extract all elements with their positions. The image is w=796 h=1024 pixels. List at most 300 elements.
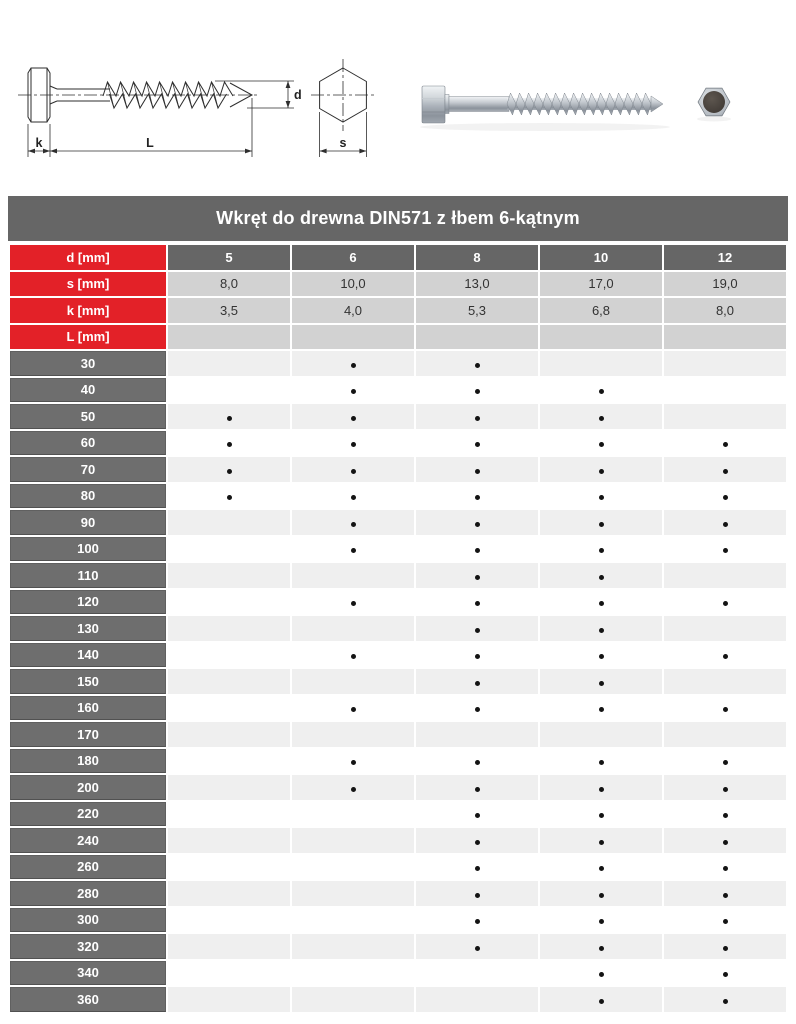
availability-cell [416, 722, 538, 747]
availability-cell [540, 669, 662, 694]
length-row-label: 360 [10, 987, 166, 1012]
availability-dot [599, 575, 604, 580]
availability-cell [664, 855, 786, 880]
length-row [10, 643, 786, 668]
availability-cell [292, 351, 414, 376]
availability-cell [416, 855, 538, 880]
availability-dot [599, 760, 604, 765]
availability-cell [540, 934, 662, 959]
availability-dot [351, 495, 356, 500]
availability-cell [664, 457, 786, 482]
param-value-cell [416, 325, 538, 350]
availability-dot [351, 787, 356, 792]
length-row-label: 150 [10, 669, 166, 694]
availability-cell [540, 378, 662, 403]
length-row [10, 775, 786, 800]
size-availability-table [8, 243, 788, 1014]
dim-label-d: d [294, 88, 302, 102]
length-row [10, 404, 786, 429]
availability-cell [168, 696, 290, 721]
availability-dot [227, 416, 232, 421]
length-row-label: 110 [10, 563, 166, 588]
availability-cell [664, 934, 786, 959]
availability-dot [723, 787, 728, 792]
availability-dot [227, 469, 232, 474]
availability-cell [416, 961, 538, 986]
availability-cell [292, 722, 414, 747]
availability-dot [599, 601, 604, 606]
availability-dot [723, 601, 728, 606]
availability-cell [540, 828, 662, 853]
length-row [10, 828, 786, 853]
length-row-label: 120 [10, 590, 166, 615]
length-row [10, 457, 786, 482]
availability-cell [168, 404, 290, 429]
availability-cell [540, 987, 662, 1012]
availability-cell [416, 484, 538, 509]
availability-dot [227, 495, 232, 500]
availability-cell [292, 961, 414, 986]
availability-dot [723, 866, 728, 871]
availability-cell [292, 908, 414, 933]
availability-cell [168, 378, 290, 403]
photo-shank [449, 97, 509, 112]
availability-cell [664, 722, 786, 747]
diameter-header-cell: 5 [168, 245, 290, 270]
availability-dot [475, 840, 480, 845]
availability-dot [475, 363, 480, 368]
availability-dot [723, 760, 728, 765]
param-value-cell [540, 325, 662, 350]
availability-dot [351, 654, 356, 659]
availability-dot [599, 522, 604, 527]
availability-dot [599, 893, 604, 898]
availability-dot [475, 548, 480, 553]
availability-cell [664, 749, 786, 774]
length-row [10, 484, 786, 509]
length-row [10, 722, 786, 747]
length-row-label: 170 [10, 722, 166, 747]
availability-cell [540, 616, 662, 641]
availability-cell [292, 563, 414, 588]
availability-cell [168, 908, 290, 933]
spec-table-section [8, 196, 788, 1014]
availability-dot [599, 548, 604, 553]
availability-cell [664, 590, 786, 615]
length-row [10, 908, 786, 933]
param-value-cell [168, 325, 290, 350]
param-value-cell: 5,3 [416, 298, 538, 323]
availability-cell [416, 643, 538, 668]
availability-cell [540, 722, 662, 747]
length-row-label: 130 [10, 616, 166, 641]
dim-label-L: L [146, 136, 154, 150]
length-row-label: 60 [10, 431, 166, 456]
photo-hex-center [703, 91, 725, 113]
availability-cell [540, 881, 662, 906]
availability-cell [292, 404, 414, 429]
dim-label-k: k [35, 136, 43, 150]
length-row-label: 280 [10, 881, 166, 906]
availability-dot [475, 628, 480, 633]
availability-dot [723, 999, 728, 1004]
availability-dot [599, 946, 604, 951]
availability-dot [599, 999, 604, 1004]
availability-cell [664, 431, 786, 456]
availability-cell [168, 669, 290, 694]
availability-cell [664, 563, 786, 588]
availability-cell [168, 881, 290, 906]
availability-dot [723, 707, 728, 712]
availability-cell [292, 828, 414, 853]
availability-cell [168, 563, 290, 588]
availability-cell [292, 775, 414, 800]
param-row-label: d [mm] [10, 245, 166, 270]
dim-label-s: s [339, 136, 347, 150]
length-rows [10, 351, 786, 1012]
diameter-header-cell: 6 [292, 245, 414, 270]
availability-dot [351, 416, 356, 421]
availability-cell [664, 908, 786, 933]
length-row [10, 563, 786, 588]
availability-cell [292, 802, 414, 827]
length-row-label: 50 [10, 404, 166, 429]
length-row-label: 260 [10, 855, 166, 880]
availability-dot [599, 389, 604, 394]
availability-dot [599, 840, 604, 845]
availability-cell [292, 749, 414, 774]
availability-cell [416, 908, 538, 933]
hex-front-drawing [311, 59, 375, 157]
figures-svg [0, 0, 796, 196]
availability-dot [599, 469, 604, 474]
availability-dot [475, 575, 480, 580]
availability-cell [540, 643, 662, 668]
length-row-label: 300 [10, 908, 166, 933]
availability-dot [599, 442, 604, 447]
availability-cell [416, 537, 538, 562]
length-row [10, 431, 786, 456]
availability-cell [540, 537, 662, 562]
availability-cell [540, 484, 662, 509]
availability-cell [416, 563, 538, 588]
availability-cell [292, 431, 414, 456]
param-value-cell: 13,0 [416, 272, 538, 297]
availability-cell [168, 643, 290, 668]
availability-cell [664, 537, 786, 562]
availability-cell [168, 987, 290, 1012]
availability-cell [416, 616, 538, 641]
availability-dot [723, 548, 728, 553]
length-row [10, 696, 786, 721]
availability-dot [351, 442, 356, 447]
param-value-cell [292, 325, 414, 350]
length-row [10, 669, 786, 694]
availability-cell [168, 457, 290, 482]
availability-dot [723, 840, 728, 845]
availability-dot [475, 601, 480, 606]
length-row [10, 987, 786, 1012]
availability-cell [664, 510, 786, 535]
length-row [10, 351, 786, 376]
availability-cell [416, 590, 538, 615]
length-row-label: 180 [10, 749, 166, 774]
availability-dot [351, 707, 356, 712]
availability-cell [168, 934, 290, 959]
availability-cell [292, 696, 414, 721]
availability-cell [664, 881, 786, 906]
availability-dot [475, 469, 480, 474]
param-value-cell: 4,0 [292, 298, 414, 323]
availability-cell [292, 669, 414, 694]
availability-cell [664, 351, 786, 376]
param-value-cell: 17,0 [540, 272, 662, 297]
length-row [10, 855, 786, 880]
availability-dot [351, 601, 356, 606]
length-row [10, 537, 786, 562]
availability-cell [416, 802, 538, 827]
availability-cell [168, 749, 290, 774]
availability-dot [723, 495, 728, 500]
availability-cell [416, 351, 538, 376]
availability-dot [475, 389, 480, 394]
availability-cell [416, 431, 538, 456]
availability-dot [599, 813, 604, 818]
length-row-label: 200 [10, 775, 166, 800]
availability-cell [416, 828, 538, 853]
availability-cell [416, 404, 538, 429]
availability-cell [664, 828, 786, 853]
availability-dot [723, 813, 728, 818]
availability-dot [723, 946, 728, 951]
param-value-cell: 19,0 [664, 272, 786, 297]
availability-cell [664, 696, 786, 721]
param-row-label: L [mm] [10, 325, 166, 350]
photo-threads [507, 93, 651, 115]
param-row-label: s [mm] [10, 272, 166, 297]
availability-cell [168, 484, 290, 509]
availability-dot [351, 363, 356, 368]
availability-dot [723, 469, 728, 474]
length-row-label: 240 [10, 828, 166, 853]
length-row-label: 140 [10, 643, 166, 668]
diameter-header-cell: 10 [540, 245, 662, 270]
availability-dot [475, 495, 480, 500]
length-row-label: 30 [10, 351, 166, 376]
param-row-label: k [mm] [10, 298, 166, 323]
availability-cell [416, 775, 538, 800]
availability-cell [664, 643, 786, 668]
diameter-header-cell: 12 [664, 245, 786, 270]
availability-dot [351, 760, 356, 765]
availability-cell [540, 404, 662, 429]
availability-dot [723, 919, 728, 924]
availability-cell [664, 775, 786, 800]
availability-cell [540, 351, 662, 376]
screw-side-drawing [18, 68, 260, 122]
length-row-label: 320 [10, 934, 166, 959]
availability-cell [540, 510, 662, 535]
availability-cell [540, 961, 662, 986]
availability-dot [599, 707, 604, 712]
length-row-label: 100 [10, 537, 166, 562]
figures-strip [0, 0, 796, 196]
availability-cell [168, 802, 290, 827]
availability-dot [723, 654, 728, 659]
availability-cell [168, 855, 290, 880]
availability-cell [416, 696, 538, 721]
availability-cell [168, 616, 290, 641]
availability-cell [292, 934, 414, 959]
availability-cell [292, 643, 414, 668]
availability-cell [168, 590, 290, 615]
photo-tip [651, 96, 663, 112]
availability-cell [292, 378, 414, 403]
length-row [10, 616, 786, 641]
availability-cell [664, 616, 786, 641]
availability-cell [168, 775, 290, 800]
length-row-label: 220 [10, 802, 166, 827]
length-row-label: 340 [10, 961, 166, 986]
availability-cell [292, 855, 414, 880]
param-row [10, 325, 786, 350]
length-row [10, 510, 786, 535]
availability-cell [416, 749, 538, 774]
availability-dot [723, 442, 728, 447]
availability-cell [416, 987, 538, 1012]
availability-dot [475, 442, 480, 447]
table-title: Wkręt do drewna DIN571 z łbem 6-kątnym [8, 196, 788, 241]
availability-dot [723, 893, 728, 898]
length-row [10, 961, 786, 986]
hex-head-top-view-photo [697, 88, 731, 121]
availability-cell [416, 457, 538, 482]
availability-cell [416, 378, 538, 403]
availability-cell [168, 828, 290, 853]
availability-dot [351, 389, 356, 394]
availability-cell [540, 775, 662, 800]
availability-dot [723, 972, 728, 977]
availability-dot [599, 972, 604, 977]
param-rows [10, 245, 786, 349]
availability-dot [351, 548, 356, 553]
availability-cell [540, 431, 662, 456]
availability-cell [664, 404, 786, 429]
availability-cell [664, 961, 786, 986]
availability-dot [599, 495, 604, 500]
length-row [10, 378, 786, 403]
length-row [10, 749, 786, 774]
availability-cell [540, 563, 662, 588]
availability-dot [351, 469, 356, 474]
param-value-cell: 3,5 [168, 298, 290, 323]
availability-cell [664, 669, 786, 694]
length-row-label: 40 [10, 378, 166, 403]
availability-dot [475, 522, 480, 527]
param-row [10, 272, 786, 297]
availability-cell [168, 351, 290, 376]
availability-cell [540, 749, 662, 774]
availability-cell [540, 908, 662, 933]
availability-cell [540, 802, 662, 827]
availability-dot [475, 919, 480, 924]
photo-head [422, 86, 445, 123]
technical-drawing [18, 59, 375, 157]
param-value-cell [664, 325, 786, 350]
availability-cell [416, 510, 538, 535]
availability-cell [168, 537, 290, 562]
availability-dot [723, 522, 728, 527]
length-row-label: 70 [10, 457, 166, 482]
length-row [10, 881, 786, 906]
availability-cell [292, 616, 414, 641]
availability-cell [664, 378, 786, 403]
availability-dot [475, 813, 480, 818]
availability-dot [475, 787, 480, 792]
length-row-label: 90 [10, 510, 166, 535]
availability-dot [599, 654, 604, 659]
availability-cell [664, 484, 786, 509]
availability-cell [292, 987, 414, 1012]
length-row-label: 160 [10, 696, 166, 721]
availability-cell [292, 484, 414, 509]
availability-cell [292, 457, 414, 482]
availability-cell [416, 934, 538, 959]
availability-cell [416, 669, 538, 694]
availability-dot [599, 787, 604, 792]
availability-dot [351, 522, 356, 527]
availability-dot [475, 707, 480, 712]
availability-dot [227, 442, 232, 447]
availability-dot [599, 866, 604, 871]
param-value-cell: 8,0 [168, 272, 290, 297]
availability-dot [475, 893, 480, 898]
availability-cell [540, 696, 662, 721]
availability-dot [475, 866, 480, 871]
availability-cell [664, 802, 786, 827]
length-row-label: 80 [10, 484, 166, 509]
param-row [10, 245, 786, 270]
availability-dot [599, 681, 604, 686]
availability-cell [292, 590, 414, 615]
availability-cell [540, 855, 662, 880]
param-value-cell: 6,8 [540, 298, 662, 323]
length-row [10, 934, 786, 959]
availability-cell [168, 722, 290, 747]
availability-dot [475, 681, 480, 686]
param-row [10, 298, 786, 323]
availability-cell [292, 881, 414, 906]
dimension-d [215, 81, 302, 108]
availability-dot [475, 654, 480, 659]
param-value-cell: 8,0 [664, 298, 786, 323]
availability-cell [292, 510, 414, 535]
availability-dot [475, 946, 480, 951]
availability-cell [168, 431, 290, 456]
availability-cell [168, 961, 290, 986]
availability-cell [292, 537, 414, 562]
availability-cell [168, 510, 290, 535]
availability-cell [664, 987, 786, 1012]
availability-cell [416, 881, 538, 906]
length-row [10, 802, 786, 827]
availability-dot [599, 919, 604, 924]
availability-dot [599, 416, 604, 421]
length-row [10, 590, 786, 615]
diameter-header-cell: 8 [416, 245, 538, 270]
param-value-cell: 10,0 [292, 272, 414, 297]
availability-dot [599, 628, 604, 633]
